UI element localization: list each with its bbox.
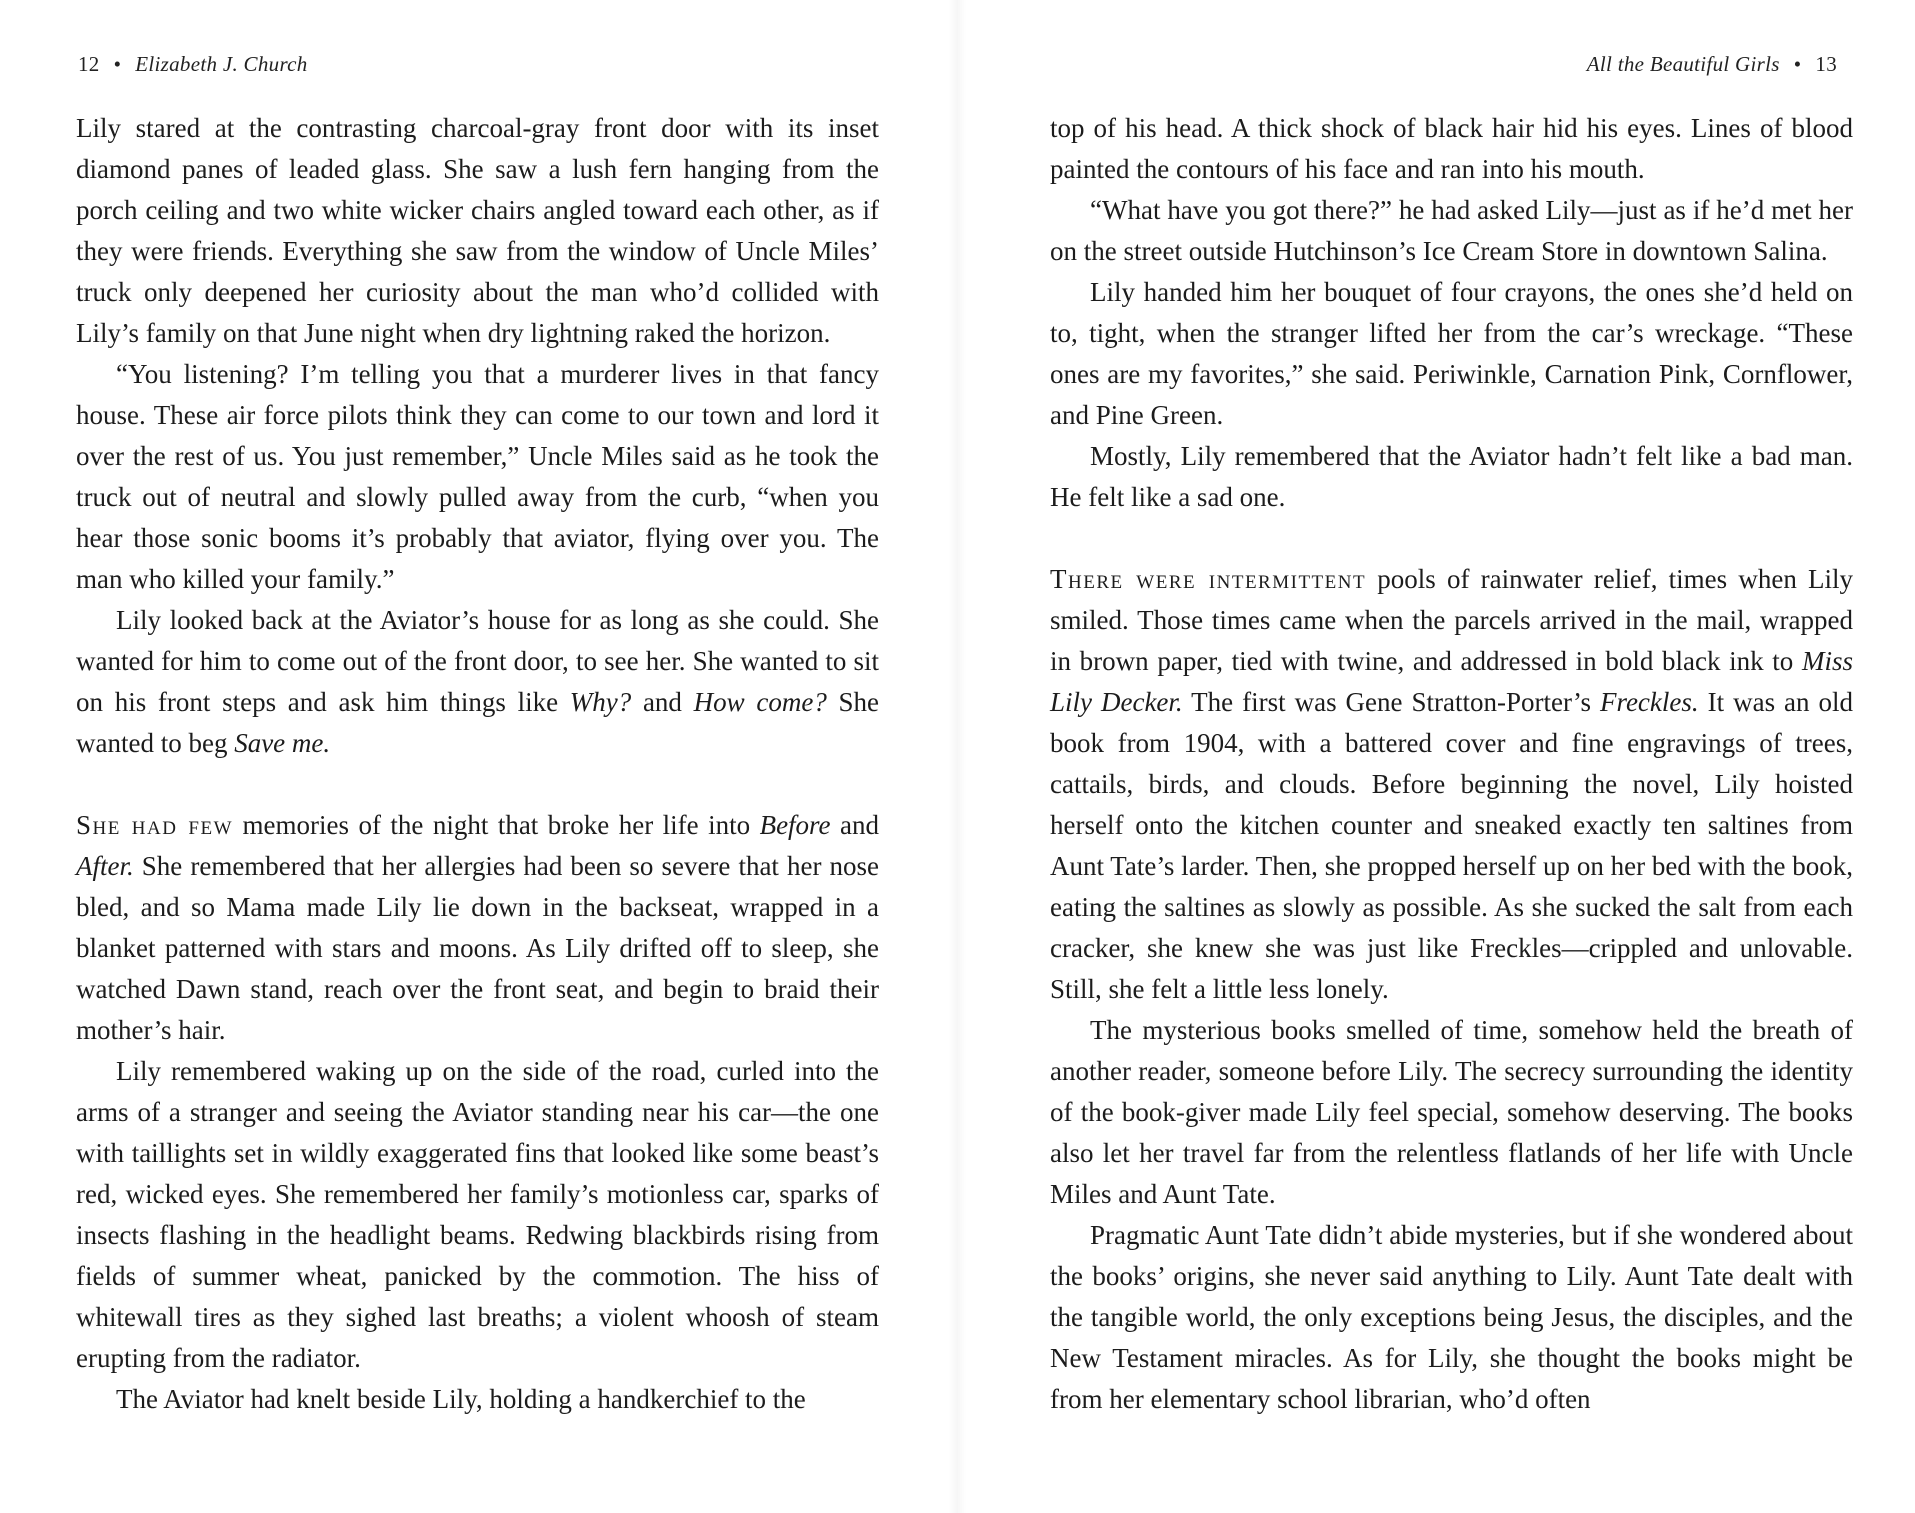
paragraph-text: pools of rainwater relief, times when Lily smiled. Those times came when the parcels arrived in the mail, wrapped in brown paper, tied with twine, and addressed in bold black ink to	[1050, 564, 1853, 676]
italic-text: How come?	[693, 687, 827, 717]
paragraph: top of his head. A thick shock of black hair hid his eyes. Lines of blood painted the contours of his face and ran into his mouth.	[1050, 113, 1853, 184]
paragraph-text: She remembered that her allergies had been so severe that her nose bled, and so Mama made Lily lie down in the backseat, wrapped in a blanket patterned with stars and moons. As Lily drifted off to sleep, she watched Dawn stand, reach over the front seat, and begin to braid their mother’s hair.	[76, 851, 879, 1045]
left-page	[0, 0, 957, 1513]
right-page-number: 13	[1815, 52, 1837, 76]
paragraph-text: She wanted to beg	[76, 687, 880, 758]
paragraph-text: and	[631, 687, 694, 717]
italic-text: After.	[76, 851, 134, 881]
italic-text: Save me.	[234, 728, 331, 758]
section-opening-paragraph	[76, 805, 879, 1051]
paragraph-text: and	[830, 810, 879, 840]
small-caps-lead-in: There were intermittent	[1050, 564, 1367, 594]
italic-text: Why?	[569, 687, 632, 717]
paragraph-text: memories of the night that broke her life into	[233, 810, 760, 840]
paragraph: The mysterious books smelled of time, somehow held the breath of another reader, someone before Lily. The secrecy surrounding the identity of the book-giver made Lily feel special, somehow deserving. The books also let her travel far from the relentless flatlands of her life with Uncle Miles and Aunt Tate.	[1050, 1015, 1853, 1209]
paragraph: Lily remembered waking up on the side of the road, curled into the arms of a stranger and seeing the Aviator standing near his car—the one with taillights set in wildly exaggerated fins that looked like some beast’s red, wicked eyes. She remembered her family’s motionless car, sparks of insects flashing in the headlight beams. Redwing blackbirds rising from fields of summer wheat, panicked by the commotion. The hiss of whitewall tires as they sighed last breaths; a violent whoosh of steam erupting from the radiator.	[76, 1056, 879, 1373]
left-header-separator: •	[113, 52, 122, 76]
paragraph: Mostly, Lily remembered that the Aviator hadn’t felt like a bad man. He felt like a sad one.	[1050, 441, 1853, 512]
book-title: All the Beautiful Girls	[1586, 52, 1780, 76]
paragraph: Pragmatic Aunt Tate didn’t abide mysteries, but if she wondered about the books’ origins, she never said anything to Lily. Aunt Tate dealt with the tangible world, the only exceptions being Jesus, the disciples, and the New Testament miracles. As for Lily, she thought the books might be from her elementary school librarian, who’d often	[1050, 1220, 1853, 1414]
left-page-number: 12	[78, 52, 100, 76]
paragraph	[76, 600, 879, 764]
section-opening-paragraph	[1050, 559, 1853, 1010]
italic-text: Freckles.	[1599, 687, 1699, 717]
author-name: Elizabeth J. Church	[135, 52, 308, 76]
left-running-head	[78, 52, 308, 77]
paragraph-text: It was an old book from 1904, with a battered cover and fine engravings of trees, cattails, birds, and clouds. Before beginning the novel, Lily hoisted herself onto the kitchen counter and sneaked exactly ten saltines from Aunt Tate’s larder. Then, she propped herself up on her bed with the book, eating the saltines as slowly as possible. As she sucked the salt from each cracker, she knew she was just like Freckles—crippled and unlovable. Still, she felt a little less lonely.	[1050, 687, 1854, 1004]
small-caps-lead-in: She had few	[76, 810, 234, 840]
paragraph: The Aviator had knelt beside Lily, holding a handkerchief to the	[116, 1384, 806, 1414]
paragraph: “You listening? I’m telling you that a murderer lives in that fancy house. These air force pilots think they can come to our town and lord it over the rest of us. You just remember,” Uncle Miles said as he took the truck out of neutral and slowly pulled away from the curb, “when you hear those sonic booms it’s probably that aviator, flying over you. The man who killed your family.”	[76, 359, 879, 594]
right-page-body	[1050, 108, 1853, 1420]
paragraph: “What have you got there?” he had asked Lily—just as if he’d met her on the street outside Hutchinson’s Ice Cream Store in downtown Salina.	[1050, 195, 1853, 266]
paragraph-text: The first was Gene Stratton-Porter’s	[1182, 687, 1600, 717]
italic-text: Before	[759, 810, 831, 840]
right-header-separator: •	[1793, 52, 1802, 76]
paragraph: Lily handed him her bouquet of four crayons, the ones she’d held on to, tight, when the stranger lifted her from the car’s wreckage. “These ones are my favorites,” she said. Periwinkle, Carnation Pink, Cornflower, and Pine Green.	[1050, 277, 1853, 430]
right-running-head	[1587, 52, 1837, 77]
right-page	[957, 0, 1915, 1513]
left-page-body	[76, 108, 879, 1420]
paragraph-text: Lily looked back at the Aviator’s house for as long as she could. She wanted for him to come out of the front door, to see her. She wanted to sit on his front steps and ask him things like	[76, 605, 879, 717]
paragraph: Lily stared at the contrasting charcoal-gray front door with its inset diamond panes of leaded glass. She saw a lush fern hanging from the porch ceiling and two white wicker chairs angled toward each other, as if they were friends. Everything she saw from the window of Uncle Miles’ truck only deepened her curiosity about the man who’d collided with Lily’s family on that June night when dry lightning raked the horizon.	[76, 113, 879, 348]
italic-text: Miss Lily Decker.	[1050, 646, 1853, 717]
